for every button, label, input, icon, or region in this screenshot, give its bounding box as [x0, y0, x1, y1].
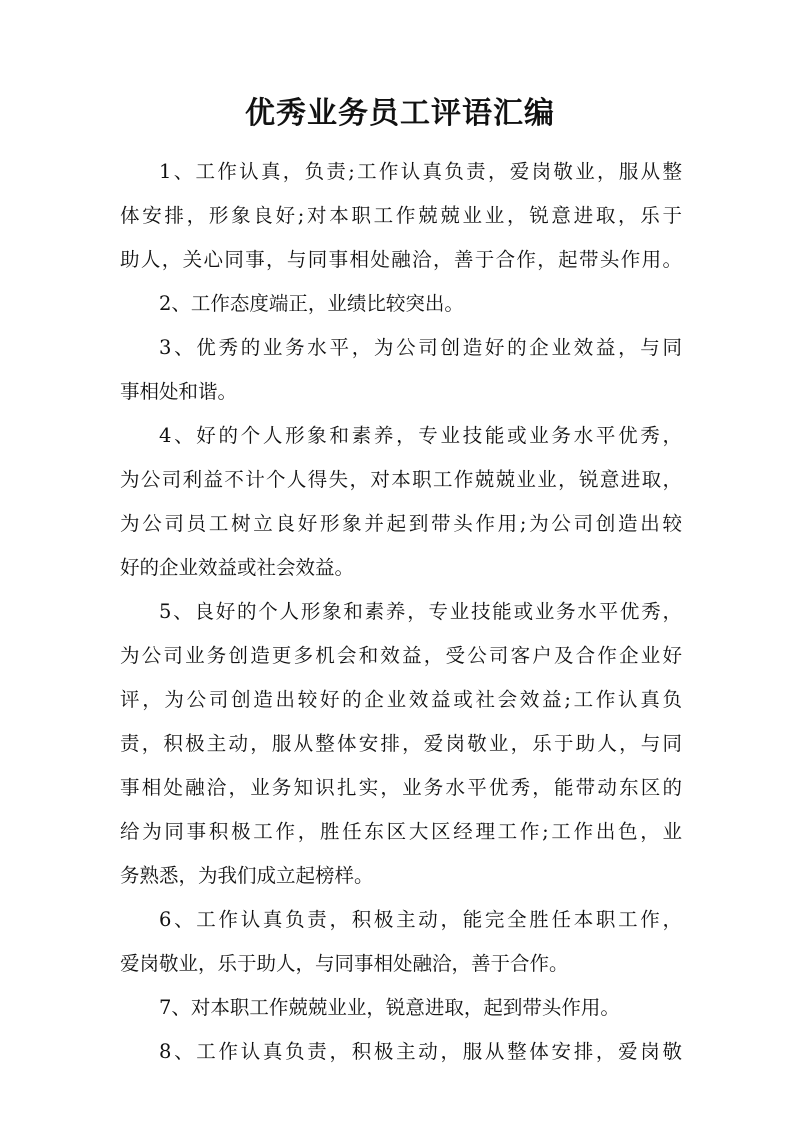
- paragraph-6-line-2: 爱岗敬业，乐于助人，与同事相处融洽，善于合作。: [120, 952, 569, 975]
- paragraph-5-line-5: 事相处融洽，业务知识扎实，业务水平优秀，能带动东区的: [120, 776, 682, 799]
- paragraph-2-line-1: 2、工作态度端正，业绩比较突出。: [159, 292, 464, 315]
- paragraph-1-line-3: 助人，关心同事，与同事相处融洽，善于合作，起带头作用。: [120, 248, 682, 271]
- document-body: [120, 150, 682, 1074]
- document-title: 优秀业务员工评语汇编: [245, 96, 555, 131]
- paragraph-8-line-1: 8、工作认真负责，积极主动，服从整体安排，爱岗敬: [159, 1040, 682, 1063]
- paragraph-7-line-1: 7、对本职工作兢兢业业，锐意进取，起到带头作用。: [159, 996, 620, 1019]
- paragraph-6-line-1: 6、工作认真负责，积极主动，能完全胜任本职工作，: [159, 908, 682, 931]
- paragraph-5-line-1: 5、良好的个人形象和素养，专业技能或业务水平优秀，: [159, 600, 682, 623]
- paragraph-4-line-1: 4、好的个人形象和素养，专业技能或业务水平优秀，: [159, 424, 682, 447]
- paragraph-5-line-3: 评，为公司创造出较好的企业效益或社会效益;工作认真负: [120, 688, 682, 711]
- paragraph-3-line-2: 事相处和谐。: [120, 380, 238, 403]
- paragraph-3-line-1: 3、优秀的业务水平，为公司创造好的企业效益，与同: [159, 336, 682, 359]
- paragraph-5-line-4: 责，积极主动，服从整体安排，爱岗敬业，乐于助人，与同: [120, 732, 682, 755]
- paragraph-1-line-1: 1、工作认真，负责;工作认真负责，爱岗敬业，服从整: [159, 160, 682, 183]
- paragraph-5-line-7: 务熟悉，为我们成立起榜样。: [120, 864, 374, 887]
- paragraph-4-line-2: 为公司利益不计个人得失，对本职工作兢兢业业，锐意进取，: [120, 468, 682, 491]
- paragraph-4-line-3: 为公司员工树立良好形象并起到带头作用;为公司创造出较: [120, 512, 682, 535]
- paragraph-5-line-6: 给为同事积极工作，胜任东区大区经理工作;工作出色，业: [120, 820, 682, 843]
- paragraph-5-line-2: 为公司业务创造更多机会和效益，受公司客户及合作企业好: [120, 644, 682, 667]
- paragraph-1-line-2: 体安排，形象良好;对本职工作兢兢业业，锐意进取，乐于: [120, 204, 682, 227]
- paragraph-4-line-4: 好的企业效益或社会效益。: [120, 556, 355, 579]
